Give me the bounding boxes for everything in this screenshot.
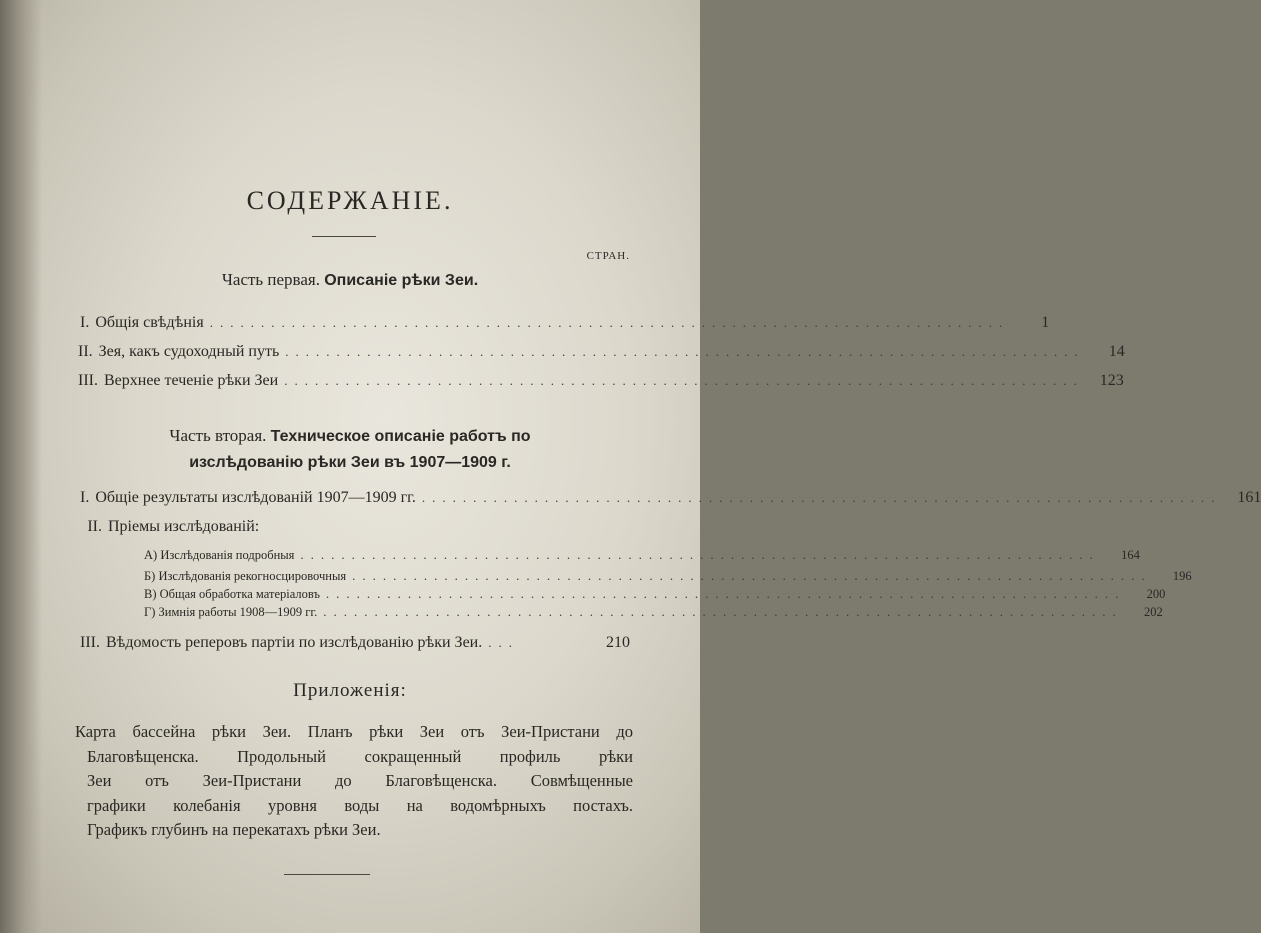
toc-entry [78,372,1124,390]
toc-subentry [144,547,1140,563]
toc-entry-label: Общіе результаты изслѣдованій 1907—1909 гг. [95,489,416,506]
appendix-line: графики колебанія уровня воды на водомѣрныхъ постахъ. [87,795,633,815]
toc-entry-label: Общія свѣдѣнія [95,314,204,331]
toc-entry-number: II. [87,518,102,535]
toc-leader-dots: ... [488,635,519,650]
toc-subentry-label: Г) Зимнія работы 1908—1909 гг. [144,605,318,619]
toc-entry-page: 164 [1121,548,1140,562]
toc-entry [78,343,1125,361]
toc-entry-label: Пріемы изслѣдованій: [108,518,260,535]
end-divider [284,874,370,875]
part2-title-line2: изслѣдованію рѣки Зеи въ 1907—1909 г. [189,454,511,471]
toc-leader-dots: .............................................................................. [325,586,1126,601]
toc-subentry-label: В) Общая обработка матеріаловъ [144,587,320,601]
page-column-label: СТРАН. [586,250,630,262]
toc-entry-number: II. [78,343,93,360]
toc-entry-label: Зея, какъ судоходный путь [98,343,280,360]
toc-entry-page: 14 [1108,343,1125,360]
toc-entry-label: Вѣдомость реперовъ партіи по изслѣдованію рѣки Зеи. [106,634,483,651]
appendix-line: Зеи отъ Зеи-Пристани до Благовѣщенска. Совмѣщенные [87,771,633,790]
toc-leader-dots: .............................................................................. [209,315,1010,330]
toc-entry-page: 210 [606,634,630,651]
part1-title: Описаніе рѣки Зеи. [324,272,479,289]
part2-heading [0,423,700,476]
page-title: СОДЕРЖАНІЕ. [246,186,454,215]
part2-prefix: Часть вторая. [169,426,267,445]
toc-entry-page: 123 [1099,372,1124,389]
toc-leader-dots: .............................................................................. [300,547,1100,562]
appendix-title: Приложенія: [293,680,407,701]
part1-prefix: Часть первая. [221,270,320,289]
toc-entry [74,634,630,652]
toc-entry [78,518,630,536]
appendix-line: Благовѣщенска. Продольный сокращенный профиль рѣки [87,746,633,766]
toc-entry-number: I. [80,489,90,506]
part2-heading-line1 [0,423,700,450]
title-divider [312,236,376,237]
appendix-line: Карта бассейна рѣки Зеи. Планъ рѣки Зеи отъ Зеи-Пристани до [75,722,633,741]
toc-entry-page: 161 [1237,489,1261,506]
toc-leader-dots: .............................................................................. [352,568,1152,583]
toc-subentry [144,586,1166,602]
toc-subentry-label: А) Изслѣдованія подробныя [144,548,295,562]
toc-entry-number: I. [80,314,90,331]
toc-subentry [144,604,1163,620]
toc-entry-page: 202 [1144,605,1163,619]
appendix-line: Графикъ глубинъ на перекатахъ рѣки Зеи. [87,820,381,839]
toc-leader-dots: .............................................................................. [421,490,1222,505]
toc-entry [80,489,1261,507]
toc-subentry [144,568,1192,584]
toc-subentry-label: Б) Изслѣдованія рекогносцировочныя [144,569,347,583]
toc-entry [80,314,1050,332]
toc-leader-dots: .............................................................................. [285,344,1085,359]
toc-entry-page: 200 [1146,587,1166,601]
toc-entry-number: III. [78,372,98,389]
part1-heading [0,270,700,290]
toc-entry-label: Верхнее теченіе рѣки Зеи [103,372,279,389]
toc-entry-number: III. [80,634,100,651]
appendix-text [75,720,633,843]
toc-entry-page: 1 [1041,314,1050,331]
toc-leader-dots: .............................................................................. [284,373,1084,388]
toc-leader-dots: .............................................................................. [323,604,1123,619]
toc-entry-page: 196 [1172,569,1192,583]
part2-title-line1: Техническое описаніе работъ по [270,428,531,445]
